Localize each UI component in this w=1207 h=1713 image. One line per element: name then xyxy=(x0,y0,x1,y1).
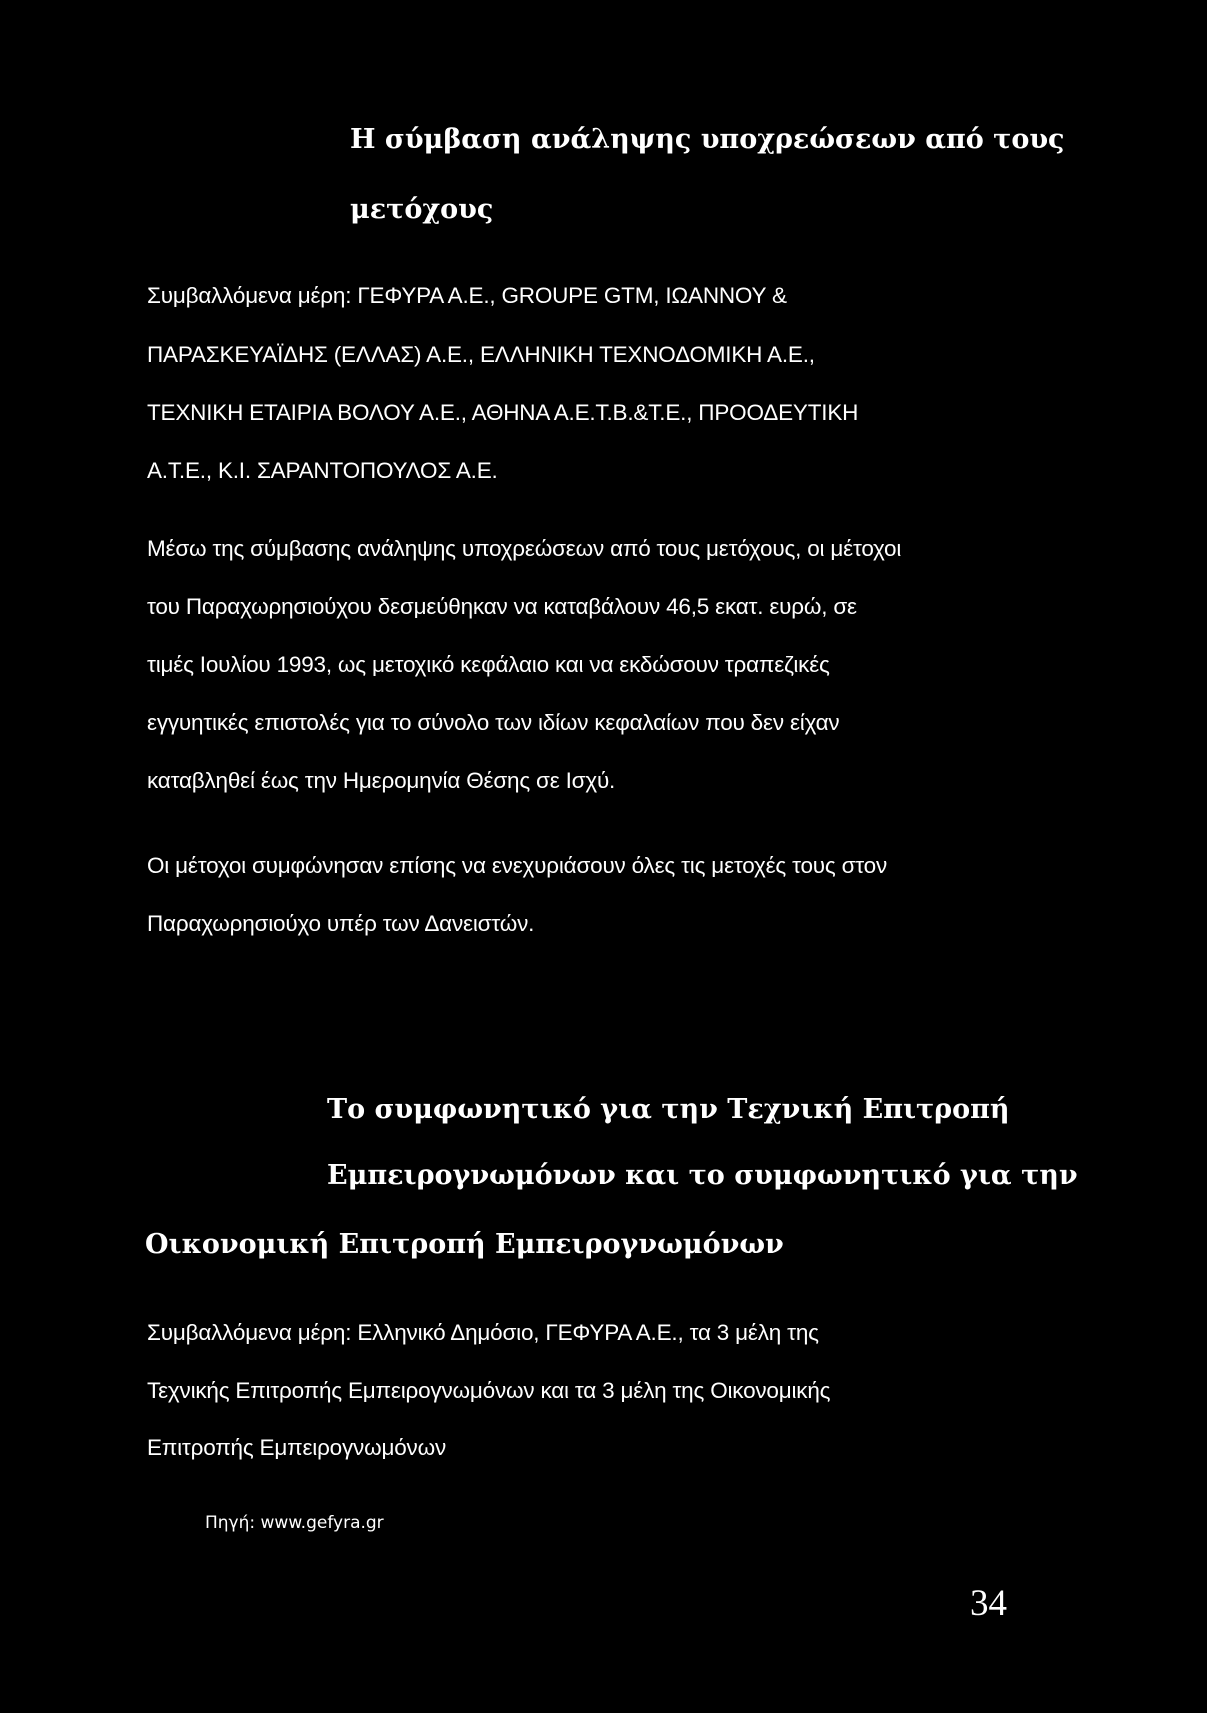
section1-parties-line2: ΠΑΡΑΣΚΕΥΑΪΔΗΣ (ΕΛΛΑΣ) Α.Ε., ΕΛΛΗΝΙΚΗ ΤΕΧΝΟΔΟΜΙΚΗ Α.Ε., xyxy=(147,342,815,367)
section1-parties-line1: Συμβαλλόμενα μέρη: ΓΕΦΥΡΑ Α.Ε., GROUPE GTM, ΙΩΑΝΝΟΥ & xyxy=(147,283,787,308)
section1-parties-line3: ΤΕΧΝΙΚΗ ΕΤΑΙΡΙΑ ΒΟΛΟΥ Α.Ε., ΑΘΗΝΑ Α.Ε.Τ.Β.&Τ.Ε., ΠΡΟΟΔΕΥΤΙΚΗ xyxy=(147,400,859,425)
section2-title-line1: Το συμφωνητικό για την Τεχνική Επιτροπή xyxy=(327,1094,1010,1125)
section1-para1-line3: τιμές Ιουλίου 1993, ως μετοχικό κεφάλαιο και να εκδώσουν τραπεζικές xyxy=(147,652,830,677)
source-note: Πηγή: www.gefyra.gr xyxy=(205,1513,384,1533)
section1-para2-line2: Παραχωρησιούχο υπέρ των Δανειστών. xyxy=(147,911,535,936)
section1-title-line1: Η σύμβαση ανάληψης υποχρεώσεων από τους xyxy=(350,124,1065,155)
section1-para1-line5: καταβληθεί έως την Ημερομηνία Θέσης σε Ισχύ. xyxy=(147,768,616,793)
section2-parties-line1: Συμβαλλόμενα μέρη: Ελληνικό Δημόσιο, ΓΕΦΥΡΑ Α.Ε., τα 3 μέλη της xyxy=(147,1320,819,1345)
section2-title-line2: Εμπειρογνωμόνων και το συμφωνητικό για την xyxy=(327,1160,1078,1191)
section1-title-line2: μετόχους xyxy=(350,194,494,225)
section1-para1-line4: εγγυητικές επιστολές για το σύνολο των ιδίων κεφαλαίων που δεν είχαν xyxy=(147,710,840,735)
section1-para2-line1: Οι μέτοχοι συμφώνησαν επίσης να ενεχυριάσουν όλες τις μετοχές τους στον xyxy=(147,853,888,878)
section2-title-line3: Οικονομική Επιτροπή Εμπειρογνωμόνων xyxy=(145,1229,784,1260)
section2-parties-line3: Επιτροπής Εμπειρογνωμόνων xyxy=(147,1435,446,1460)
section1-parties-line4: Α.Τ.Ε., Κ.Ι. ΣΑΡΑΝΤΟΠΟΥΛΟΣ Α.Ε. xyxy=(147,458,498,483)
section1-para1-line2: του Παραχωρησιούχου δεσμεύθηκαν να καταβάλουν 46,5 εκατ. ευρώ, σε xyxy=(147,594,857,619)
section2-parties-line2: Τεχνικής Επιτροπής Εμπειρογνωμόνων και τα 3 μέλη της Οικονομικής xyxy=(147,1378,831,1403)
section1-para1-line1: Μέσω της σύμβασης ανάληψης υποχρεώσεων από τους μετόχους, οι μέτοχοι xyxy=(147,536,902,561)
page-number: 34 xyxy=(970,1583,1007,1624)
